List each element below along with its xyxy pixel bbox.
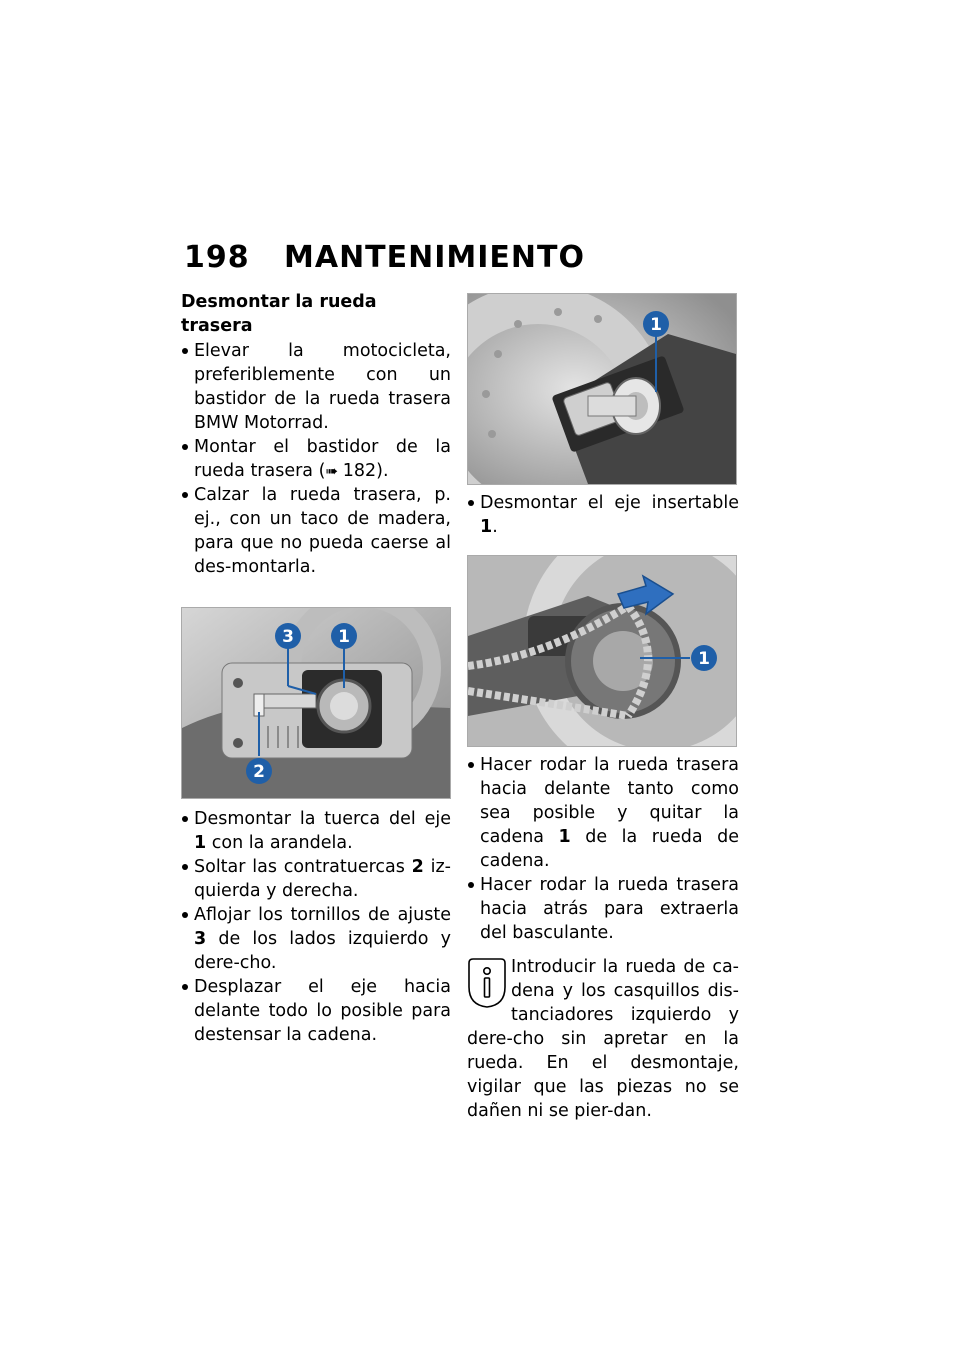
list-item: Desmontar la tuerca del eje 1 con la arandela. bbox=[181, 807, 451, 855]
list-item: Hacer rodar la rueda trasera hacia atrás para extraerla del basculante. bbox=[467, 873, 739, 945]
note-text: Introducir la rueda de ca-dena y los casquillos dis-tanciadores izquierdo y dere-cho sin apretar en la rueda. En el desmontaje, vigilar que las piezas no se dañen ni se pier-dan. bbox=[467, 957, 739, 1121]
list-item: Desplazar el eje hacia delante todo lo posible para destensar la cadena. bbox=[181, 975, 451, 1047]
steps-a bbox=[181, 339, 451, 579]
info-icon bbox=[467, 957, 507, 1009]
callout-1: 1 bbox=[698, 649, 710, 669]
callout-1: 1 bbox=[650, 315, 662, 335]
arrow-icon: ➠ bbox=[325, 462, 343, 480]
list-item: Soltar las contratuercas 2 iz-quierda y derecha. bbox=[181, 855, 451, 903]
callout-2: 2 bbox=[253, 762, 265, 782]
left-column bbox=[181, 290, 451, 1047]
right-column bbox=[467, 290, 739, 1123]
callout-3: 3 bbox=[282, 627, 294, 647]
list-item: Calzar la rueda trasera, p. ej., con un taco de madera, para que no pueda caerse al des-montarla. bbox=[181, 483, 451, 579]
section-title: MANTENIMIENTO bbox=[284, 240, 585, 275]
subheading: Desmontar la rueda trasera bbox=[181, 292, 377, 336]
list-item: Desmontar el eje insertable 1. bbox=[467, 491, 739, 539]
list-item: Montar el bastidor de la rueda trasera (➠ 182). bbox=[181, 435, 451, 483]
insert-axle-figure bbox=[467, 293, 737, 485]
page-number: 198 bbox=[184, 240, 250, 275]
steps-d bbox=[467, 753, 739, 945]
list-item: Aflojar los tornillos de ajuste 3 de los lados izquierdo y dere-cho. bbox=[181, 903, 451, 975]
info-note bbox=[467, 955, 739, 1123]
steps-b bbox=[181, 807, 451, 1047]
axle-nut-figure bbox=[181, 607, 451, 799]
chain-removal-figure bbox=[467, 555, 737, 747]
step-c bbox=[467, 491, 739, 539]
page-header bbox=[184, 240, 784, 284]
page-reference-link[interactable]: 182 bbox=[342, 461, 377, 481]
callout-1: 1 bbox=[338, 627, 350, 647]
list-item: Elevar la motocicleta, preferiblemente con un bastidor de la rueda trasera BMW Motorrad. bbox=[181, 339, 451, 435]
list-item: Hacer rodar la rueda trasera hacia delante tanto como sea posible y quitar la cadena 1 de la rueda de cadena. bbox=[467, 753, 739, 873]
